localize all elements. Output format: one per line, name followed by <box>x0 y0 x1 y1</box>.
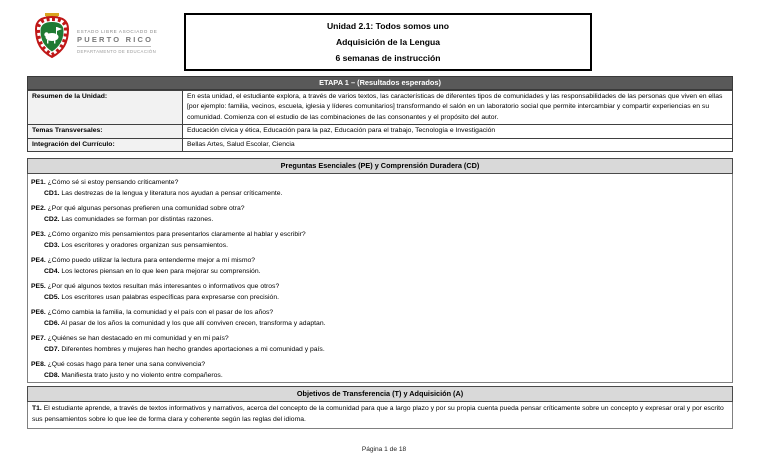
unit-duration: 6 semanas de instrucción <box>335 53 441 63</box>
preguntas-header-bar: Preguntas Esenciales (PE) y Comprensión Duradera (CD) <box>27 158 733 174</box>
cd-label: CD8. <box>44 372 60 380</box>
unit-title: Unidad 2.1: Todos somos uno <box>326 21 450 31</box>
pe-label: PE1. <box>31 179 46 187</box>
page-number: Página 1 de 18 <box>361 446 407 453</box>
cd-text: Los lectores piensan en lo que leen para mejorar su comprensión. <box>61 268 261 276</box>
pe-cd-item-5 <box>31 281 729 303</box>
pe-cd-item-4 <box>31 255 729 277</box>
content-column <box>27 76 733 429</box>
pe-text: ¿Por qué algunos textos resultan más interesantes o informativos que otros? <box>47 283 280 291</box>
logo-line-estado: ESTADO LIBRE ASOCIADO DE <box>77 28 158 34</box>
etapa1-header-bar: ETAPA 1 – (Resultados esperados) <box>27 76 733 90</box>
pe-cd-item-3 <box>31 229 729 251</box>
cd-text: Diferentes hombres y mujeres han hecho grandes aportaciones a mi comunidad y país. <box>61 346 325 354</box>
pe-cd-item-7 <box>31 333 729 355</box>
pe-cd-item-8 <box>31 359 729 381</box>
row-label-integracion: Integración del Currículo: <box>28 138 183 151</box>
pe-text: ¿Cómo sé si estoy pensando críticamente? <box>47 179 179 187</box>
pe-cd-item-2 <box>31 203 729 225</box>
cd-text: Los escritores usan palabras específicas para expresarse con precisión. <box>61 294 280 302</box>
row-value-temas: Educación cívica y ética, Educación para la paz, Educación para el trabajo, Tecnología e Investigación <box>183 125 733 138</box>
cd-text: Los escritores y oradores organizan sus pensamientos. <box>61 242 229 250</box>
cd-text: Las comunidades se forman por distintas razones. <box>61 216 214 224</box>
pe-label: PE7. <box>31 335 46 343</box>
logo-line-puerto-rico: PUERTO RICO <box>77 34 154 44</box>
page-header <box>33 13 733 69</box>
row-value-resumen: En esta unidad, el estudiante explora, a través de varios textos, las características de diferentes tipos de comunidades y las responsabilidades de las personas que viven en ellas [por ejemplo: familia, vecinos, escuela, iglesia y líderes comunitarios] transformando el salón en un laboratorio social que permite intercambiar y compartir experiencias en su comunidad. Comienza con el estudio de las combinaciones de las consonantes y el propósito del autor. <box>183 91 733 125</box>
pe-label: PE3. <box>31 231 46 239</box>
cd-label: CD3. <box>44 242 60 250</box>
pe-label: PE8. <box>31 361 46 369</box>
cd-text: Manifiesta trato justo y no violento entre compañeros. <box>61 372 223 380</box>
preguntas-body <box>27 174 733 383</box>
logo-divider <box>77 46 151 47</box>
cd-label: CD5. <box>44 294 60 302</box>
etapa1-table <box>27 90 733 152</box>
row-label-resumen: Resumen de la Unidad: <box>28 91 183 125</box>
logo-text-block <box>77 19 157 54</box>
preguntas-section <box>27 158 733 383</box>
cd-label: CD6. <box>44 320 60 328</box>
table-row <box>28 125 733 138</box>
table-row <box>28 91 733 125</box>
cd-label: CD7. <box>44 346 60 354</box>
pe-text: ¿Cómo organizo mis pensamientos para presentarlos claramente al hablar y escribir? <box>47 231 306 239</box>
cd-label: CD1. <box>44 190 60 198</box>
row-label-temas: Temas Transversales: <box>28 125 183 138</box>
t1-label: T1. <box>32 405 42 413</box>
pe-label: PE6. <box>31 309 46 317</box>
pe-label: PE4. <box>31 257 46 265</box>
logo-line-departamento: DEPARTAMENTO DE EDUCACIÓN <box>77 48 157 54</box>
puerto-rico-seal-icon <box>33 13 71 59</box>
pe-cd-item-6 <box>31 307 729 329</box>
cd-label: CD4. <box>44 268 60 276</box>
pe-label: PE5. <box>31 283 46 291</box>
pe-text: ¿Quiénes se han destacado en mi comunidad y en mi país? <box>47 335 229 343</box>
pe-label: PE2. <box>31 205 46 213</box>
table-row <box>28 138 733 151</box>
cd-text: Las destrezas de la lengua y literatura nos ayudan a pensar críticamente. <box>61 190 283 198</box>
cd-label: CD2. <box>44 216 60 224</box>
pe-text: ¿Cómo cambia la familia, la comunidad y el país con el pasar de los años? <box>47 309 274 317</box>
unit-title-box <box>184 13 592 71</box>
pe-text: ¿Qué cosas hago para tener una sana convivencia? <box>47 361 206 369</box>
row-value-integracion: Bellas Artes, Salud Escolar, Ciencia <box>183 138 733 151</box>
objetivos-header-bar: Objetivos de Transferencia (T) y Adquisición (A) <box>27 386 733 402</box>
pe-cd-item-1 <box>31 177 729 199</box>
pe-text: ¿Por qué algunas personas prefieren una comunidad sobre otra? <box>47 205 245 213</box>
pr-department-logo <box>33 13 157 59</box>
t1-text: El estudiante aprende, a través de textos informativos y narrativos, acerca del concepto de la comunidad para que a largo plazo y por su propia cuenta pueda pensar críticamente sobre un concepto y expresar oral y por escrito sus pensamientos sobre lo que lee de forma clara y coherente según las reglas del idioma. <box>32 405 724 423</box>
unit-subject: Adquisición de la Lengua <box>335 37 441 47</box>
objetivos-body <box>27 402 733 429</box>
cd-text: Al pasar de los años la comunidad y los que allí conviven crecen, transforma y adaptan. <box>61 320 326 328</box>
objetivos-section <box>27 386 733 429</box>
pe-text: ¿Cómo puedo utilizar la lectura para entenderme mejor a mí mismo? <box>47 257 256 265</box>
